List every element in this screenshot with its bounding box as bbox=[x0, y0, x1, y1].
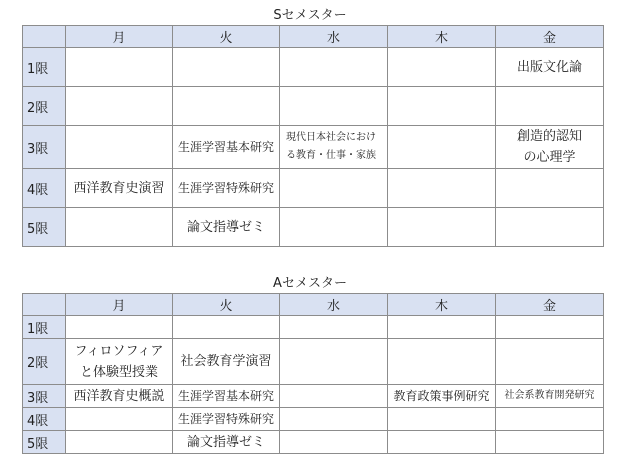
class-cell bbox=[280, 339, 388, 385]
class-cell bbox=[66, 316, 173, 339]
class-cell bbox=[280, 48, 388, 87]
class-cell bbox=[388, 126, 496, 169]
header-row bbox=[23, 26, 604, 48]
period-row-2 bbox=[23, 339, 604, 385]
class-cell bbox=[496, 87, 604, 126]
class-cell bbox=[496, 316, 604, 339]
class-cell bbox=[280, 431, 388, 454]
class-cell: 西洋教育史概説 bbox=[66, 385, 173, 408]
class-cell bbox=[66, 339, 173, 385]
class-cell bbox=[496, 126, 604, 169]
class-cell bbox=[388, 87, 496, 126]
period-label: 3限 bbox=[23, 126, 66, 169]
class-cell: 社会系教育開発研究 bbox=[496, 385, 604, 408]
day-header-thu: 木 bbox=[388, 294, 496, 316]
period-label: 1限 bbox=[23, 48, 66, 87]
corner-cell bbox=[23, 26, 66, 48]
class-cell bbox=[66, 126, 173, 169]
class-line: る教育・仕事・家族 bbox=[286, 150, 376, 161]
class-cell bbox=[280, 169, 388, 208]
period-label: 3限 bbox=[23, 385, 66, 408]
class-cell bbox=[173, 48, 280, 87]
class-cell bbox=[496, 208, 604, 247]
day-header-mon: 月 bbox=[66, 294, 173, 316]
class-line: 現代日本社会におけ bbox=[286, 132, 376, 143]
s-semester-table bbox=[22, 25, 604, 247]
class-cell: 社会教育学演習 bbox=[173, 339, 280, 385]
class-line: 創造的認知 bbox=[516, 129, 582, 144]
period-row-4 bbox=[23, 169, 604, 208]
class-cell bbox=[388, 408, 496, 431]
class-cell: 西洋教育史演習 bbox=[66, 169, 173, 208]
period-row-1 bbox=[23, 48, 604, 87]
period-row-1 bbox=[23, 316, 604, 339]
class-cell bbox=[388, 316, 496, 339]
class-cell bbox=[66, 208, 173, 247]
class-cell bbox=[280, 126, 388, 169]
class-line: と体験型授業 bbox=[79, 364, 158, 380]
class-cell bbox=[388, 48, 496, 87]
class-cell: 論文指導ゼミ bbox=[173, 431, 280, 454]
class-cell bbox=[388, 339, 496, 385]
day-header-tue: 火 bbox=[173, 294, 280, 316]
day-header-thu: 木 bbox=[388, 26, 496, 48]
day-header-fri: 金 bbox=[496, 294, 604, 316]
period-row-3 bbox=[23, 385, 604, 408]
a-semester-table bbox=[22, 293, 604, 454]
class-cell: 教育政策事例研究 bbox=[388, 385, 496, 408]
class-cell bbox=[280, 408, 388, 431]
period-row-5 bbox=[23, 431, 604, 454]
class-line: フィロソフィア bbox=[74, 343, 164, 359]
class-cell bbox=[173, 316, 280, 339]
s-semester-title: Sセメスター bbox=[273, 8, 347, 23]
class-cell bbox=[496, 339, 604, 385]
class-cell: 生涯学習基本研究 bbox=[173, 385, 280, 408]
class-cell bbox=[496, 431, 604, 454]
class-cell bbox=[66, 87, 173, 126]
class-cell bbox=[280, 316, 388, 339]
day-header-wed: 水 bbox=[280, 26, 388, 48]
day-header-wed: 水 bbox=[280, 294, 388, 316]
header-row bbox=[23, 294, 604, 316]
class-cell: 生涯学習特殊研究 bbox=[173, 169, 280, 208]
class-cell bbox=[388, 169, 496, 208]
class-cell bbox=[173, 87, 280, 126]
period-label: 5限 bbox=[23, 208, 66, 247]
day-header-tue: 火 bbox=[173, 26, 280, 48]
class-cell: 生涯学習基本研究 bbox=[173, 126, 280, 169]
a-semester-title: Aセメスター bbox=[273, 276, 347, 291]
period-row-5 bbox=[23, 208, 604, 247]
period-row-4 bbox=[23, 408, 604, 431]
period-label: 2限 bbox=[23, 87, 66, 126]
period-row-3 bbox=[23, 126, 604, 169]
class-cell bbox=[388, 431, 496, 454]
class-cell bbox=[280, 208, 388, 247]
class-cell bbox=[66, 431, 173, 454]
period-label: 2限 bbox=[23, 339, 66, 385]
class-cell bbox=[66, 48, 173, 87]
period-label: 1限 bbox=[23, 316, 66, 339]
class-cell: 生涯学習特殊研究 bbox=[173, 408, 280, 431]
class-cell bbox=[66, 408, 173, 431]
period-row-2 bbox=[23, 87, 604, 126]
corner-cell bbox=[23, 294, 66, 316]
class-cell bbox=[280, 385, 388, 408]
day-header-mon: 月 bbox=[66, 26, 173, 48]
period-label: 4限 bbox=[23, 169, 66, 208]
class-line: の心理学 bbox=[523, 150, 576, 165]
class-cell bbox=[496, 169, 604, 208]
class-cell: 出版文化論 bbox=[496, 48, 604, 87]
period-label: 5限 bbox=[23, 431, 66, 454]
class-cell bbox=[388, 208, 496, 247]
class-cell bbox=[496, 408, 604, 431]
day-header-fri: 金 bbox=[496, 26, 604, 48]
class-cell bbox=[280, 87, 388, 126]
period-label: 4限 bbox=[23, 408, 66, 431]
class-cell: 論文指導ゼミ bbox=[173, 208, 280, 247]
